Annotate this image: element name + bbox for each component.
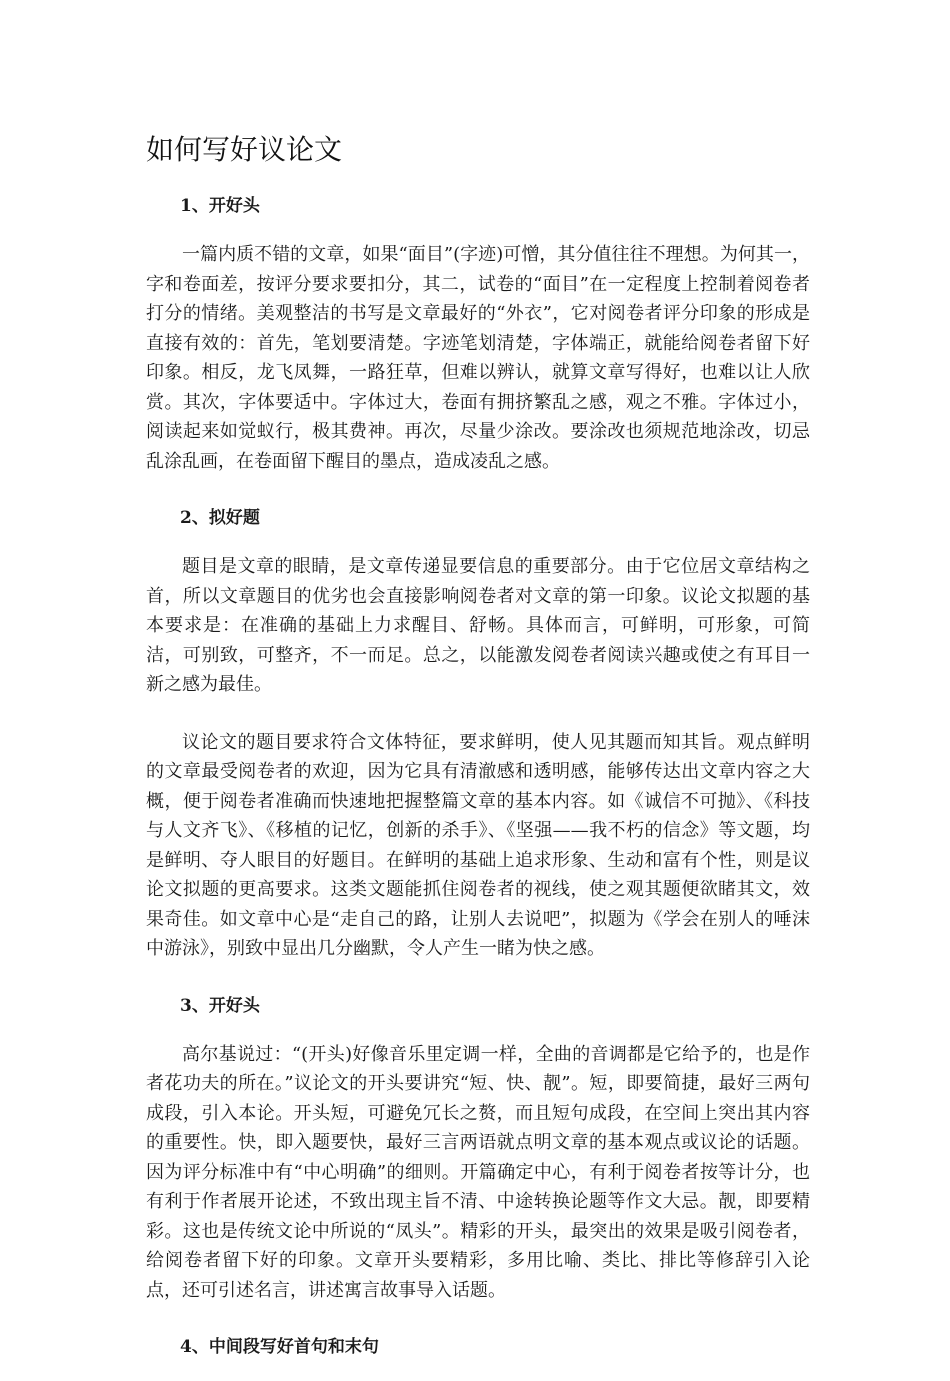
section-heading: 2、拟好题 <box>180 508 260 528</box>
paragraph: 一篇内质不错的文章，如果“面目”(字迹)可憎，其分值往往不理想。为何其一，字和卷面差，按评分要求要扣分，其二，试卷的“面目”在一定程度上控制着阅卷者打分的情绪。美观整洁的书写是文章最好的“外衣”，它对阅卷者评分印象的形成是直接有效的：首先，笔划要清楚。字迹笔划清楚，字体端正，就能给阅卷者留下好印象。相反，龙飞凤舞，一路狂草，但难以辨认，就算文章写得好，也难以让人欣赏。其次，字体要适中。字体过大，卷面有拥挤繁乱之感，观之不雅。字体过小，阅读起来如觉蚁行，极其费神。再次，尽量少涂改。要涂改也须规范地涂改，切忌乱涂乱画，在卷面留下醒目的墨点，造成凌乱之感。 <box>146 244 810 472</box>
document-page <box>146 128 810 1381</box>
section-2 <box>146 504 810 964</box>
section-heading: 1、开好头 <box>180 196 260 216</box>
paragraph: 高尔基说过：“(开头)好像音乐里定调一样，全曲的音调都是它给予的，也是作者花功夫的所在。”议论文的开头要讲究“短、快、靓”。短，即要简捷，最好三两句成段，引入本论。开头短，可避免冗长之赘，而且短句成段，在空间上突出其内容的重要性。快，即入题要快，最好三言两语就点明文章的基本观点或议论的话题。因为评分标准中有“中心明确”的细则。开篇确定中心，有利于阅卷者按等计分，也有利于作者展开论述，不致出现主旨不清、中途转换论题等作文大忌。靓，即要精彩。这也是传统文论中所说的“凤头”。精彩的开头，最突出的效果是吸引阅卷者，给阅卷者留下好的印象。文章开头要精彩，多用比喻、类比、排比等修辞引入论点，还可引述名言，讲述寓言故事导入话题。 <box>146 1043 810 1301</box>
document-title: 如何写好议论文 <box>146 133 343 166</box>
paragraph: 议论文的题目要求符合文体特征，要求鲜明，使人见其题而知其旨。观点鲜明的文章最受阅卷者的欢迎，因为它具有清澈感和透明感，能够传达出文章内容之大概，便于阅卷者准确而快速地把握整篇文章的基本内容。如《诚信不可抛》、《科技与人文齐飞》、《移植的记忆，创新的杀手》、《坚强——我不朽的信念》等文题，均是鲜明、夺人眼目的好题目。在鲜明的基础上追求形象、生动和富有个性，则是议论文拟题的更高要求。这类文题能抓住阅卷者的视线，使之观其题便欲睹其文，效果奇佳。如文章中心是“走自己的路，让别人去说吧”，拟题为《学会在别人的唾沫中游泳》，别致中显出几分幽默，令人产生一睹为快之感。 <box>146 731 810 959</box>
section-4 <box>146 1333 810 1361</box>
paragraph: 题目是文章的眼睛，是文章传递显要信息的重要部分。由于它位居文章结构之首，所以文章题目的优劣也会直接影响阅卷者对文章的第一印象。议论文拟题的基本要求是：在准确的基础上力求醒目、舒畅。具体而言，可鲜明，可形象，可简洁，可别致，可整齐，不一而足。总之，以能激发阅卷者阅读兴趣或使之有耳目一新之感为最佳。 <box>146 556 810 695</box>
section-1 <box>146 192 810 476</box>
section-heading: 3、开好头 <box>180 995 260 1016</box>
section-3 <box>146 992 810 1306</box>
section-heading: 4、中间段写好首句和末句 <box>180 1337 379 1357</box>
